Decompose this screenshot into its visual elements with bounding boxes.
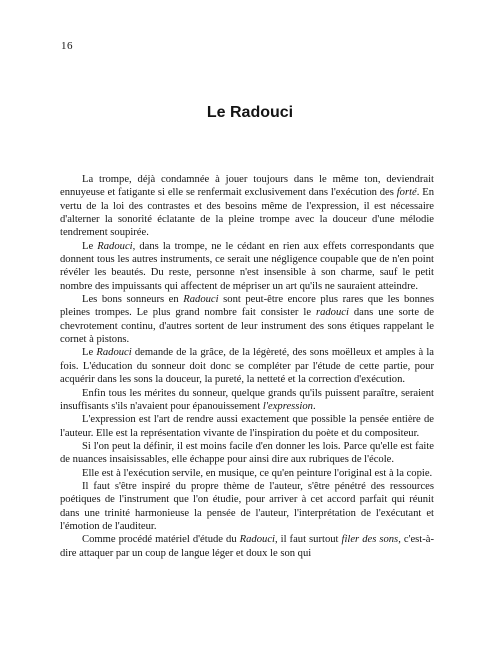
text-run: Le [82, 240, 98, 252]
italic-text: Radouci [239, 534, 275, 546]
text-run: , dans la trompe, ne le cédant en rien aux effets correspondants que donnent tous les autres instruments, ce serait une négligence coupable que de n'en point révéler les beautés. Du reste, personne n'est insensible à son charme, sauf le petit nombre des impuissants qui affectent de mépriser un art qu'ils ne sauraient atteindre. [60, 240, 434, 292]
paragraph [60, 467, 434, 480]
paragraph [60, 480, 434, 533]
paragraph [60, 240, 434, 293]
chapter-title: Le Radouci [206, 104, 294, 121]
text-run: , il faut surtout [274, 534, 342, 546]
body-text [60, 173, 434, 560]
paragraph [60, 387, 434, 414]
text-run: sont peut-être encore plus rares que les bonnes pleines trompes. Le plus grand nombre fait consister le [60, 294, 434, 319]
italic-text: Radouci [97, 240, 133, 252]
italic-text: forté [396, 187, 417, 199]
text-run: Il faut s'être inspiré du propre thème de l'auteur, s'être pénétré des ressources poétiques de l'instrument que l'on étudie, pour arriver à cet accord parfait qui réunit dans une trinité harmonieuse la pensée de l'auteur, l'interprétation de l'exécutant et l'émotion de l'auditeur. [60, 480, 434, 532]
page-number: 16 [61, 40, 73, 52]
text-run: demande de la grâce, de la légèreté, des sons moëlleux et amples à la fois. L'éducation du sonneur doit donc se compléter par l'étude de cette partie, pour acquérir dans les sons la douceur, la pureté, la netteté et la correction d'exécution. [60, 347, 435, 386]
paragraph [60, 346, 434, 386]
text-run: Elle est à l'exécution servile, en musique, ce qu'en peinture l'original est à la copie. [82, 467, 433, 479]
text-run: . [312, 400, 316, 412]
text-run: Comme procédé matériel d'étude du [82, 534, 240, 546]
text-run: La trompe, déjà condamnée à jouer toujours dans le même ton, deviendrait ennuyeuse et fatigante si elle se renfermait exclusivement dans l'exécution des [60, 174, 434, 199]
text-run: Si l'on peut la définir, il est moins facile d'en donner les lois. Parce qu'elle est faite de nuances insaisissables, elle échappe pour ainsi dire aux rubriques de l'école. [60, 440, 434, 466]
text-run: Le [82, 347, 97, 359]
italic-text: Radouci [183, 294, 219, 306]
paragraph [60, 293, 434, 346]
text-run: . En vertu de la loi des contrastes et des besoins même de l'expression, il est nécessaire d'alterner la sonorité éclatante de la pleine trompe avec la douceur d'une mélodie tendrement soupirée. [60, 187, 434, 239]
text-run: L'expression est l'art de rendre aussi exactement que possible la pensée entière de l'auteur. Elle est la représentation vivante de l'inspiration du poète et du compositeur. [60, 414, 434, 439]
paragraph [60, 533, 434, 560]
text-run: Enfin tous les mérites du sonneur, quelque grands qu'ils puissent paraître, seraient insuffisants s'ils n'avaient pour épanouissement [60, 387, 434, 412]
text-run: dans une sorte de chevrotement continu, d'autres sortent de leur instrument des sons étiques rappelant le cornet à pistons. [60, 307, 434, 346]
italic-text: filer des sons [341, 534, 399, 546]
text-run: , c'est-à-dire attaquer par un coup de langue léger et doux le son qui [60, 534, 434, 559]
paragraph [60, 413, 434, 440]
italic-text: radouci [315, 307, 349, 319]
text-run: Les bons sonneurs en [82, 294, 184, 306]
italic-text: l'expression [262, 400, 313, 412]
paragraph [60, 173, 434, 240]
paragraph [60, 440, 434, 467]
italic-text: Radouci [96, 347, 132, 359]
